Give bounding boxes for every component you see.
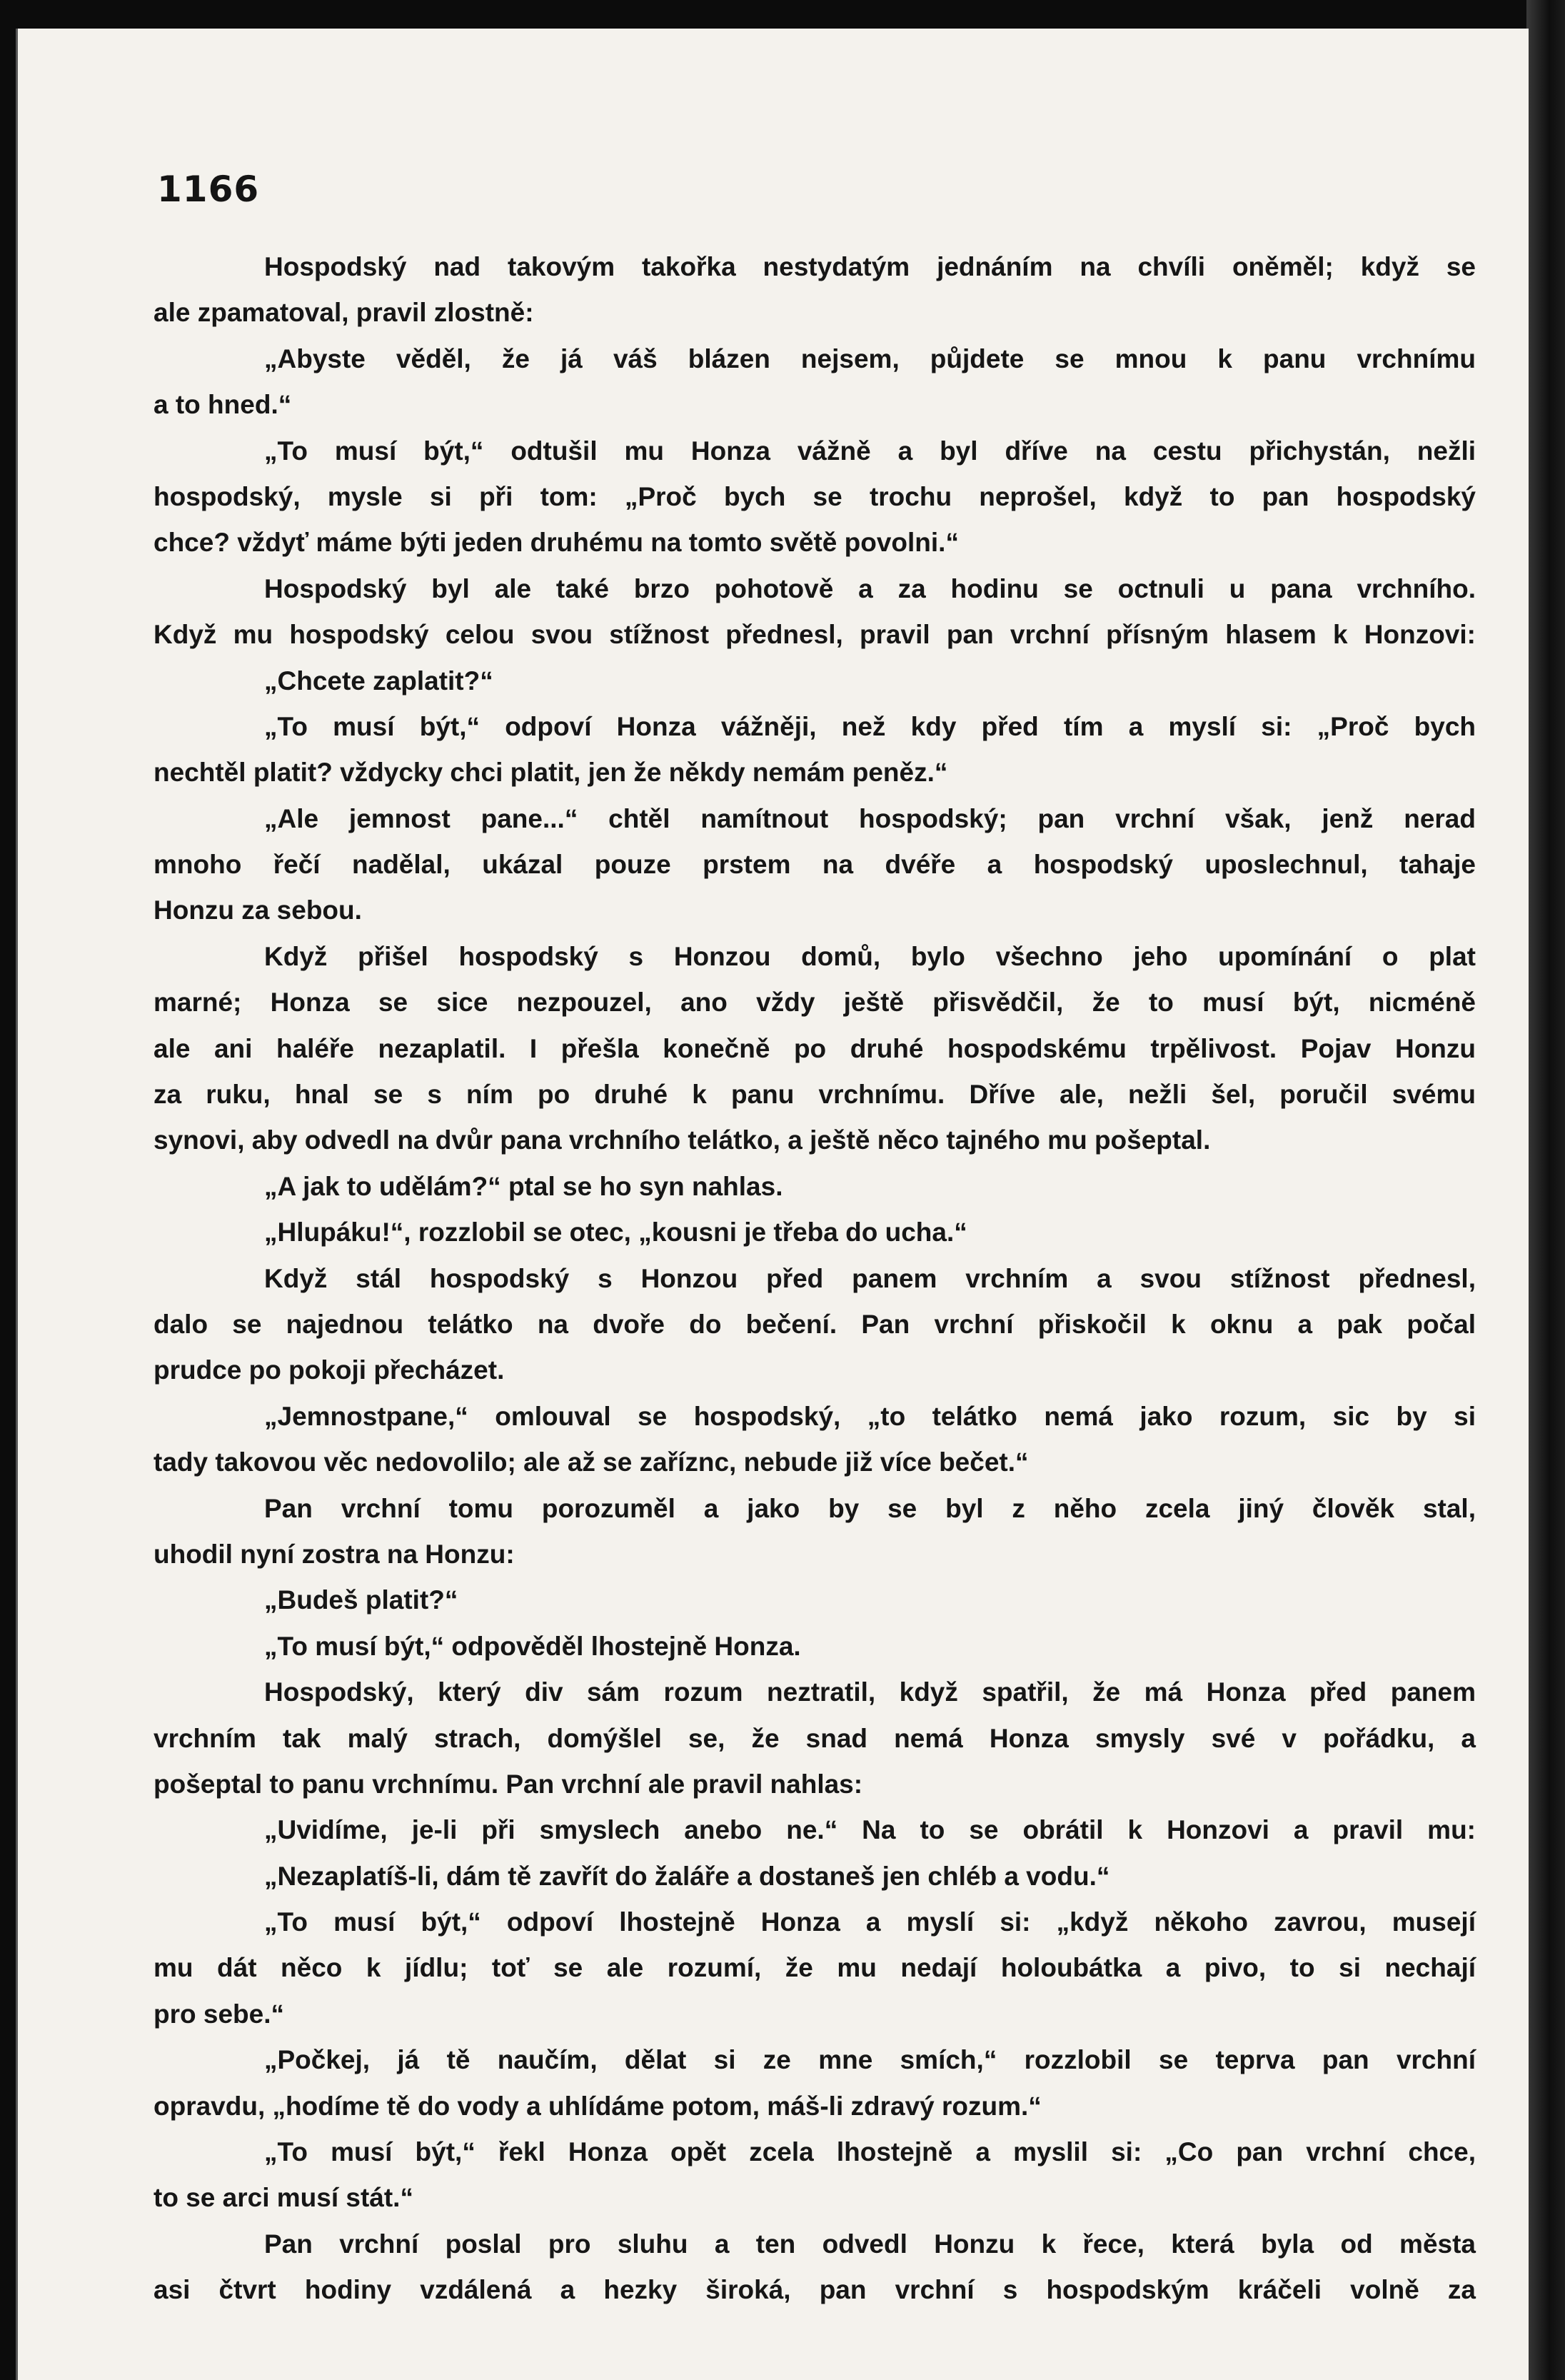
- text-line: „Hlupáku!“, rozzlobil se otec, „kousni je třeba do ucha.“: [264, 1217, 967, 1247]
- text-line: „To musí být,“ řekl Honza opět zcela lhostejně a myslil si: „Co pan vrchní chce,: [264, 2137, 1476, 2167]
- text-line: hospodský, mysle si při tom: „Proč bych se trochu neprošel, když to pan hospodský: [154, 481, 1476, 511]
- text-line: „Ale jemnost pane...“ chtěl namítnout hospodský; pan vrchní však, jenž nerad: [264, 803, 1476, 833]
- text-line: Hospodský nad takovým takořka nestydatým jednáním na chvíli oněměl; když se: [264, 252, 1476, 281]
- text-line: synovi, aby odvedl na dvůr pana vrchního telátko, a ještě něco tajného mu pošeptal.: [154, 1125, 1211, 1155]
- text-line: Pan vrchní tomu porozuměl a jako by se byl z něho zcela jiný člověk stal,: [264, 1493, 1476, 1523]
- text-line: pošeptal to panu vrchnímu. Pan vrchní ale pravil nahlas:: [154, 1769, 863, 1799]
- text-line: Pan vrchní poslal pro sluhu a ten odvedl Honzu k řece, která byla od města: [264, 2229, 1476, 2259]
- text-line: „Jemnostpane,“ omlouval se hospodský, „to telátko nemá jako rozum, sic by si: [264, 1401, 1476, 1431]
- text-line: asi čtvrt hodiny vzdálená a hezky široká, pan vrchní s hospodským kráčeli volně za: [154, 2275, 1476, 2305]
- text-line: mu dát něco k jídlu; toť se ale rozumí, že mu nedají holoubátka a pivo, to si nechají: [154, 1953, 1476, 1983]
- book-spine-edge: [1526, 0, 1565, 2380]
- page-sheet: [16, 29, 1529, 2380]
- text-line: pro sebe.“: [154, 1999, 284, 2029]
- text-line: chce? vždyť máme býti jeden druhému na tomto světě povolni.“: [154, 528, 959, 558]
- text-line: to se arci musí stát.“: [154, 2183, 413, 2213]
- text-line: Honzu za sebou.: [154, 895, 362, 925]
- page-number: 1166: [157, 169, 260, 210]
- text-line: za ruku, hnal se s ním po druhé k panu vrchnímu. Dříve ale, nežli šel, poručil svému: [154, 1080, 1476, 1110]
- text-line: „A jak to udělám?“ ptal se ho syn nahlas.: [264, 1171, 783, 1201]
- text-line: ale ani haléře nezaplatil. I přešla konečně po druhé hospodskému trpělivost. Pojav Honzu: [154, 1033, 1476, 1063]
- text-line: „Počkej, já tě naučím, dělat si ze mne smích,“ rozzlobil se teprva pan vrchní: [264, 2045, 1476, 2075]
- text-line: tady takovou věc nedovolilo; ale až se zaříznc, nebude již více bečet.“: [154, 1447, 1029, 1477]
- text-line: vrchním tak malý strach, domýšlel se, že snad nemá Honza smysly své v pořádku, a: [154, 1723, 1476, 1753]
- text-line: mnoho řečí nadělal, ukázal pouze prstem na dvéře a hospodský uposlechnul, tahaje: [154, 850, 1476, 880]
- body-text: [154, 244, 1476, 2314]
- text-line: a to hned.“: [154, 390, 292, 420]
- text-line: „To musí být,“ odpověděl lhostejně Honza.: [264, 1631, 801, 1661]
- text-line: Hospodský, který div sám rozum neztratil, když spatřil, že má Honza před panem: [264, 1677, 1476, 1707]
- text-line: „Abyste věděl, že já váš blázen nejsem, půjdete se mnou k panu vrchnímu: [264, 343, 1476, 373]
- text-line: Když mu hospodský celou svou stížnost přednesl, pravil pan vrchní přísným hlasem k Honzovi:: [154, 620, 1476, 650]
- text-line: dalo se najednou telátko na dvoře do bečení. Pan vrchní přiskočil k oknu a pak počal: [154, 1309, 1476, 1339]
- text-line: „To musí být,“ odpoví Honza vážněji, než kdy před tím a myslí si: „Proč bych: [264, 711, 1476, 741]
- text-line: marné; Honza se sice nezpouzel, ano vždy ještě přisvědčil, že to musí být, nicméně: [154, 988, 1476, 1018]
- text-line: Hospodský byl ale také brzo pohotově a za hodinu se octnuli u pana vrchního.: [264, 573, 1476, 603]
- text-line: „Uvidíme, je-li při smyslech anebo ne.“ Na to se obrátil k Honzovi a pravil mu:: [264, 1815, 1476, 1845]
- text-line: nechtěl platit? vždycky chci platit, jen že někdy nemám peněz.“: [154, 758, 948, 788]
- text-line: „Budeš platit?“: [264, 1585, 458, 1615]
- text-line: prudce po pokoji přecházet.: [154, 1355, 505, 1385]
- text-line: „Chcete zaplatit?“: [264, 666, 493, 696]
- text-line: opravdu, „hodíme tě do vody a uhlídáme potom, máš-li zdravý rozum.“: [154, 2091, 1042, 2121]
- text-line: „To musí být,“ odtušil mu Honza vážně a byl dříve na cestu přichystán, nežli: [264, 436, 1476, 466]
- text-line: „Nezaplatíš-li, dám tě zavřít do žaláře a dostaneš jen chléb a vodu.“: [264, 1861, 1110, 1891]
- text-line: „To musí být,“ odpoví lhostejně Honza a myslí si: „když někoho zavrou, musejí: [264, 1907, 1476, 1937]
- text-line: ale zpamatoval, pravil zlostně:: [154, 298, 534, 328]
- text-line: Když přišel hospodský s Honzou domů, bylo všechno jeho upomínání o plat: [264, 941, 1476, 971]
- text-line: uhodil nyní zostra na Honzu:: [154, 1539, 515, 1569]
- text-line: Když stál hospodský s Honzou před panem vrchním a svou stížnost přednesl,: [264, 1263, 1476, 1293]
